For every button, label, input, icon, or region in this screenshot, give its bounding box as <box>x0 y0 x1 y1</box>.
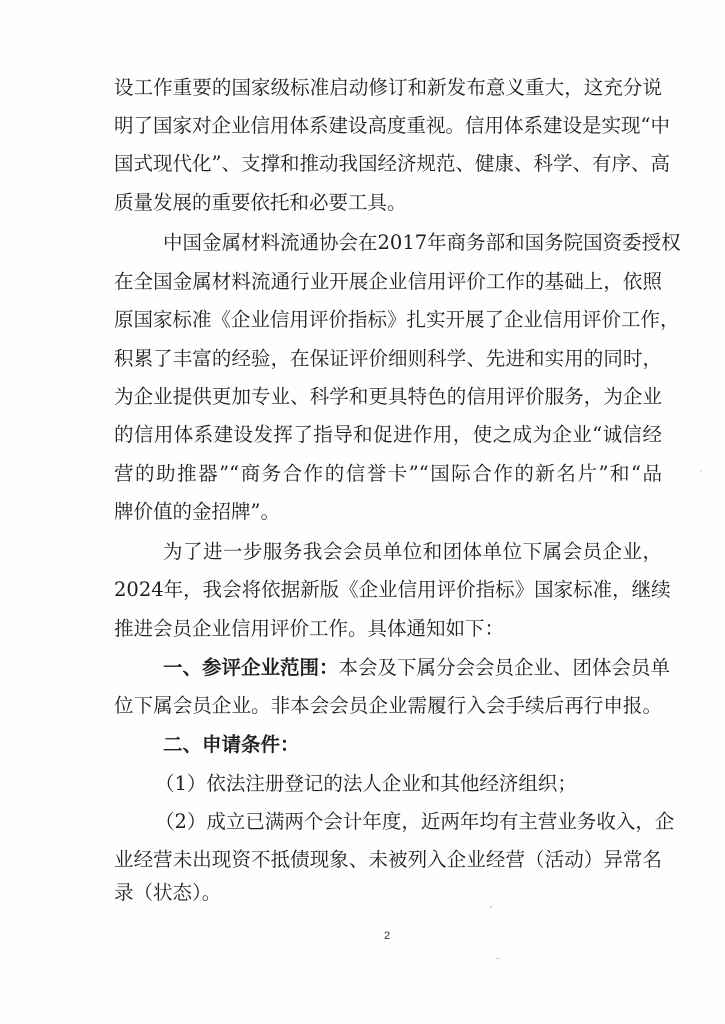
paragraph-3-line-3: 推进会员企业信用评价工作。具体通知如下： <box>114 617 505 640</box>
paragraph-2-line-4: 积累了丰富的经验，在保证评价细则科学、先进和实用的同时， <box>114 347 662 370</box>
page-number: 2 <box>384 930 391 942</box>
paragraph-1-line-2: 明了国家对企业信用体系建设高度重视。信用体系建设是实现“中 <box>114 114 670 137</box>
paragraph-2-line-1: 中国金属材料流通协会在2017年商务部和国务院国资委授权 <box>163 231 681 254</box>
scan-speck <box>495 958 500 959</box>
paragraph-2-line-7: 营的助推器”“商务合作的信誉卡”“国际合作的新名片”和“品 <box>114 462 662 485</box>
paragraph-1-line-1: 设工作重要的国家级标准启动修订和新发布意义重大，这充分说 <box>114 76 662 99</box>
paragraph-2-line-5: 为企业提供更加专业、科学和更具特色的信用评价服务，为企业 <box>114 385 662 408</box>
condition-1: （1）依法注册登记的法人企业和其他经济组织； <box>155 772 577 795</box>
scan-speck <box>490 906 492 908</box>
condition-2-line-2: 业经营未出现资不抵债现象、未被列入企业经营（活动）异常名 <box>114 848 662 871</box>
paragraph-2-line-3: 原国家标准《企业信用评价指标》扎实开展了企业信用评价工作， <box>114 308 680 331</box>
paragraph-1-line-3: 国式现代化”、支撑和推动我国经济规范、健康、科学、有序、高 <box>114 152 670 175</box>
condition-2-line-3: 录（状态）。 <box>114 881 222 904</box>
paragraph-2-line-6: 的信用体系建设发挥了指导和促进作用，使之成为企业“诚信经 <box>114 423 662 446</box>
paragraph-2-line-2: 在全国金属材料流通行业开展企业信用评价工作的基础上，依照 <box>114 270 662 293</box>
section-1-line-1 <box>163 649 671 687</box>
scan-speck <box>700 470 702 472</box>
section-1-line-2: 位下属会员企业。非本会会员企业需履行入会手续后再行申报。 <box>114 694 662 717</box>
paragraph-1-line-4: 质量发展的重要依托和必要工具。 <box>114 191 407 214</box>
condition-2-line-1: （2）成立已满两个会计年度，近两年均有主营业务收入，企 <box>155 810 675 833</box>
section-1-text: 本会及下属分会会员企业、团体会员单 <box>338 656 671 679</box>
paragraph-2-line-8: 牌价值的金招牌”。 <box>114 500 280 523</box>
paragraph-3-line-1: 为了进一步服务我会会员单位和团体单位下属会员企业， <box>163 540 662 563</box>
section-2-heading: 二、申请条件： <box>163 733 300 756</box>
paragraph-3-line-2: 2024年，我会将依据新版《企业信用评价指标》国家标准，继续 <box>114 578 671 601</box>
section-1-heading: 一、参评企业范围： <box>163 656 339 679</box>
